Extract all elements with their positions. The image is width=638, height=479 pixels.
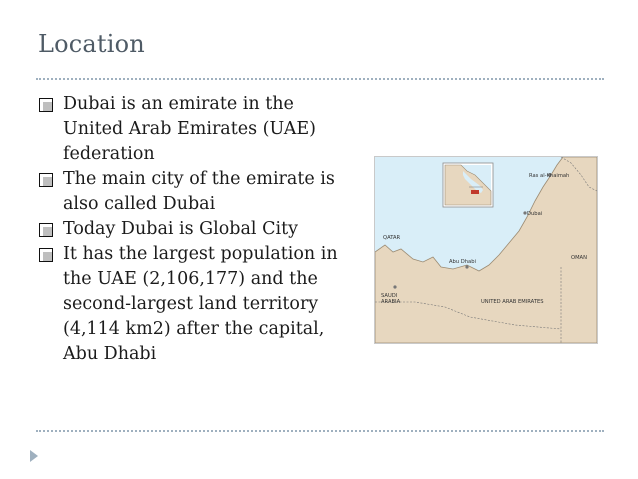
label-saudi-line1: SAUDI	[381, 293, 398, 299]
label-saudi-line2: ARABIA	[381, 299, 401, 305]
bullet-item	[38, 242, 358, 367]
bullet-item	[38, 167, 358, 217]
uae-map	[374, 156, 598, 344]
bottom-divider	[36, 430, 604, 432]
checkbox-icon	[39, 248, 53, 262]
bullet-text: Today Dubai is Global City	[63, 219, 298, 239]
bullet-text: Dubai is an emirate in the United Arab Emirates (UAE) federation	[63, 94, 316, 164]
label-qatar: QATAR	[383, 235, 401, 241]
label-saudi-arabia	[381, 293, 401, 305]
label-dubai: Dubai	[527, 211, 543, 217]
inset-uae-highlight	[471, 190, 479, 194]
bullet-text: It has the largest population in the UAE (2,106,177) and the second-largest land territory (4,114 km2) after the capital, Abu Dhabi	[63, 244, 338, 364]
bullet-text: The main city of the emirate is also called Dubai	[63, 169, 335, 214]
inset-map	[443, 163, 493, 207]
checkbox-icon	[39, 223, 53, 237]
label-ras-al-khaimah: Ras al-Khaimah	[529, 173, 570, 179]
map-svg	[375, 157, 597, 343]
checkbox-icon	[39, 98, 53, 112]
bullet-item	[38, 92, 358, 167]
abu-dhabi-dot	[465, 265, 468, 268]
title-divider	[36, 78, 604, 80]
label-uae: UNITED ARAB EMIRATES	[481, 299, 544, 305]
slide-arrow-icon	[30, 450, 38, 462]
bullet-list	[38, 92, 358, 367]
label-abu-dhabi: Abu Dhabi	[449, 259, 476, 265]
checkbox-icon	[39, 173, 53, 187]
qatar-dot	[393, 285, 396, 288]
bullet-item	[38, 217, 358, 242]
label-oman: OMAN	[571, 255, 587, 261]
slide-title: Location	[38, 30, 145, 58]
